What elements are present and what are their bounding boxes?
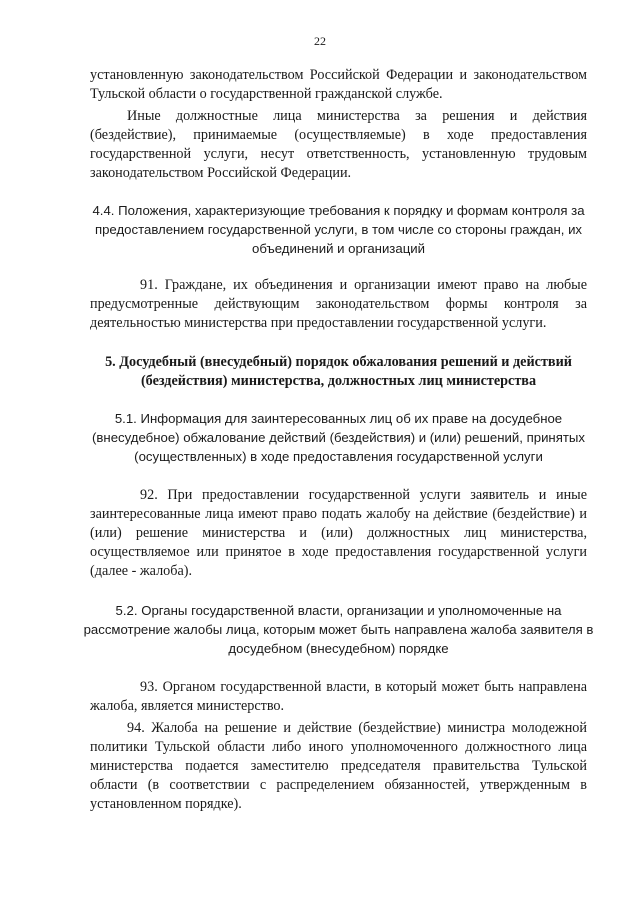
section-heading-5-1: 5.1. Информация для заинтересованных лиц об их праве на досудебное (внесудебное) обжалование действий (бездействия) и (или) решений, принятых (осуществленных) в ходе предоставления государственной услуги: [92, 411, 585, 464]
section-heading-4-4: 4.4. Положения, характеризующие требования к порядку и формам контроля за предоставлением государственной услуги, в том числе со стороны граждан, их объединений и организаций: [92, 203, 585, 256]
page-number: 22: [314, 34, 326, 48]
paragraph-other-officials: Иные должностные лица министерства за решения и действия (бездействие), принимаемые (осуществляемые) в ходе предоставления государственной услуги, несут ответственность, установленную трудовым законодательством Российской Федерации.: [90, 108, 587, 181]
paragraph-92: 92. При предоставлении государственной услуги заявитель и иные заинтересованные лица имеют право подать жалобу на действие (бездействие) и (или) решение министерства и (или) должностных лиц министерства, осуществляемое или принятое в ходе предоставления государственной услуги (далее - жалоба).: [90, 487, 587, 579]
paragraph-93: 93. Органом государственной власти, в который может быть направлена жалоба, является министерство.: [90, 679, 587, 714]
document-body: [83, 66, 594, 814]
section-heading-5-2: 5.2. Органы государственной власти, организации и уполномоченные на рассмотрение жалобы лица, которым может быть направлена жалоба заявителя в досудебном (внесудебном) порядке: [83, 603, 594, 656]
paragraph-intro-continuation: установленную законодательством Российской Федерации и законодательством Тульской области о государственной гражданской службе.: [90, 67, 587, 102]
paragraph-91: 91. Граждане, их объединения и организации имеют право на любые предусмотренные действующим законодательством формы контроля за деятельностью министерства при предоставлении государственной услуги.: [90, 277, 587, 331]
chapter-heading-5: 5. Досудебный (внесудебный) порядок обжалования решений и действий (бездействия) министерства, должностных лиц министерства: [105, 354, 572, 389]
paragraph-94: 94. Жалоба на решение и действие (бездействие) министра молодежной политики Тульской области либо иного уполномоченного должностного лица министерства подается заместителю председателя правительства Тульской области (в соответствии с распределением обязанностей, утвержденным в установленном порядке).: [90, 720, 587, 812]
